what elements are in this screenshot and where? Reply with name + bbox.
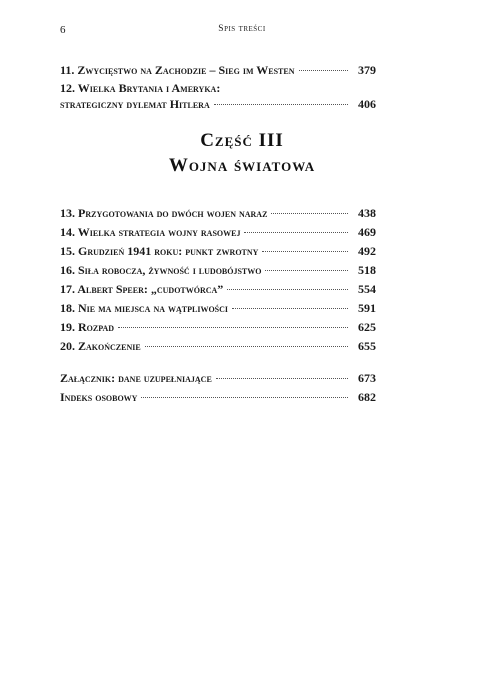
toc-entry-title: 15. Grudzień 1941 roku: punkt zwrotny [60, 244, 259, 258]
dot-leader [299, 70, 348, 71]
toc-entry [60, 282, 376, 301]
dot-leader [214, 104, 348, 105]
toc-entry-title: 19. Rozpad [60, 320, 115, 334]
part-label: Część III [200, 130, 284, 151]
toc-entry [60, 339, 376, 358]
page-number: 6 [60, 24, 66, 36]
dot-leader [216, 378, 348, 379]
toc-entry [60, 63, 376, 82]
dot-leader [271, 213, 348, 214]
dot-leader [145, 346, 348, 347]
toc-entry [60, 225, 376, 244]
section-title: Spis treści [218, 24, 266, 34]
toc-entry-title: 13. Przygotowania do dwóch wojen naraz [60, 206, 268, 220]
toc-entry [60, 371, 376, 390]
toc-entry-page: 591 [358, 301, 376, 315]
toc-entry-page: 655 [358, 339, 376, 353]
dot-leader [227, 289, 348, 290]
toc-entry [60, 390, 376, 409]
toc-entry-title: 20. Zakończenie [60, 339, 141, 353]
toc-entry-page: 673 [358, 371, 376, 385]
toc-entry-title: 14. Wielka strategia wojny rasowej [60, 225, 241, 239]
toc-entry-page: 625 [358, 320, 376, 334]
toc-entry-page: 469 [358, 225, 376, 239]
dot-leader [262, 251, 348, 252]
toc-entry [60, 244, 376, 263]
toc-entry [60, 301, 376, 320]
part-title: Wojna światowa [168, 155, 316, 176]
toc-entry-page: 379 [358, 63, 376, 77]
toc-entry-page: 438 [358, 206, 376, 220]
toc-entry-title: 12. Wielka Brytania i Ameryka: [60, 81, 221, 95]
dot-leader [265, 270, 348, 271]
toc-entry-page: 682 [358, 390, 376, 404]
toc-entry-title: 16. Siła robocza, żywność i ludobójstwo [60, 263, 262, 277]
toc-entry-page: 554 [358, 282, 376, 296]
toc-entry-title-continued: strategiczny dylemat Hitlera [60, 97, 210, 111]
toc-entry-title: Załącznik: dane uzupełniające [60, 371, 212, 385]
toc-entry-title: 18. Nie ma miejsca na wątpliwości [60, 301, 229, 315]
toc-entry-title: Indeks osobowy [60, 390, 138, 404]
toc-entry-page: 492 [358, 244, 376, 258]
dot-leader [141, 397, 348, 398]
toc-entry [60, 320, 376, 339]
toc-entry [60, 206, 376, 225]
toc-entry-page: 406 [358, 97, 376, 111]
toc-entry [60, 263, 376, 282]
dot-leader [244, 232, 348, 233]
running-head [60, 24, 424, 38]
toc-entry-title: 17. Albert Speer: „cudotwórca” [60, 282, 224, 296]
toc-entry [60, 81, 376, 116]
dot-leader [232, 308, 348, 309]
toc-entry-title: 11. Zwycięstwo na Zachodzie – Sieg im Westen [60, 63, 295, 77]
dot-leader [118, 327, 348, 328]
toc-entry-page: 518 [358, 263, 376, 277]
